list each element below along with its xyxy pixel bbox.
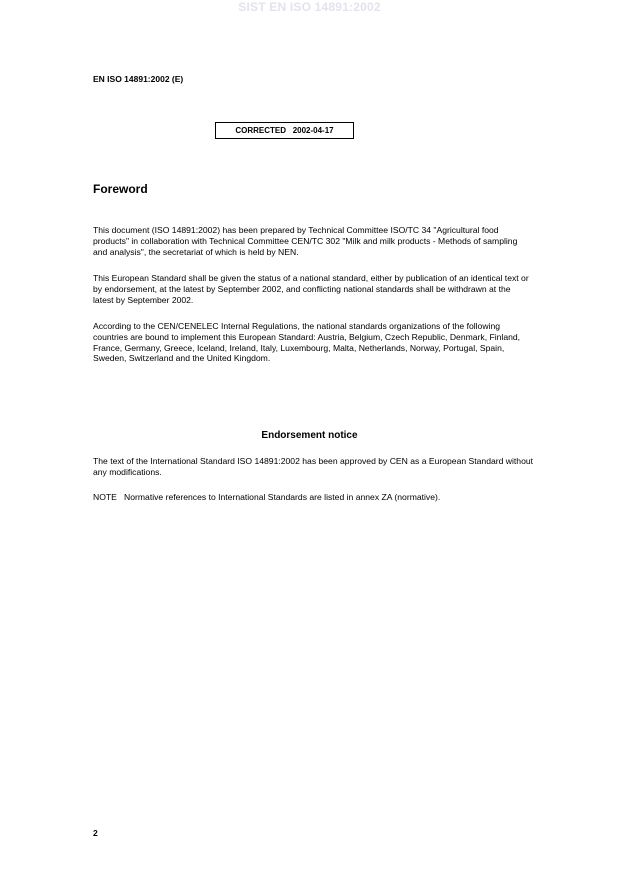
document-id: EN ISO 14891:2002 (E) [93, 74, 184, 84]
foreword-paragraph-1: This document (ISO 14891:2002) has been prepared by Technical Committee ISO/TC 34 "Agricultural food products" in collaboration with Technical Committee CEN/TC 302 "Milk and milk products - Methods of sampling and analysis", the secretariat of which is held by NEN. [93, 225, 518, 257]
foreword-paragraph-2: This European Standard shall be given the status of a national standard, either by publication of an identical text or by endorsement, at the latest by September 2002, and conflicting national standards shall be withdrawn at the latest by September 2002. [93, 273, 529, 305]
foreword-paragraph-3: According to the CEN/CENELEC Internal Regulations, the national standards organizations of the following countries are bound to implement this European Standard: Austria, Belgium, Czech Republic, Denmark, Finland, France, Germany, Greece, Iceland, Ireland, Italy, Luxembourg, Malta, Netherlands, Norway, Portugal, Spain, Sweden, Switzerland and the United Kingdom. [93, 321, 521, 364]
foreword-heading: Foreword [93, 182, 148, 196]
watermark: SIST EN ISO 14891:2002 [238, 0, 381, 14]
endorsement-heading: Endorsement notice [261, 430, 358, 441]
endorsement-note: NOTE Normative references to International Standards are listed in annex ZA (normative). [93, 492, 441, 502]
endorsement-text: The text of the International Standard ISO 14891:2002 has been approved by CEN as a European Standard without any modifications. [93, 456, 534, 477]
corrected-stamp: CORRECTED 2002-04-17 [215, 122, 354, 139]
page-number: 2 [93, 828, 98, 838]
